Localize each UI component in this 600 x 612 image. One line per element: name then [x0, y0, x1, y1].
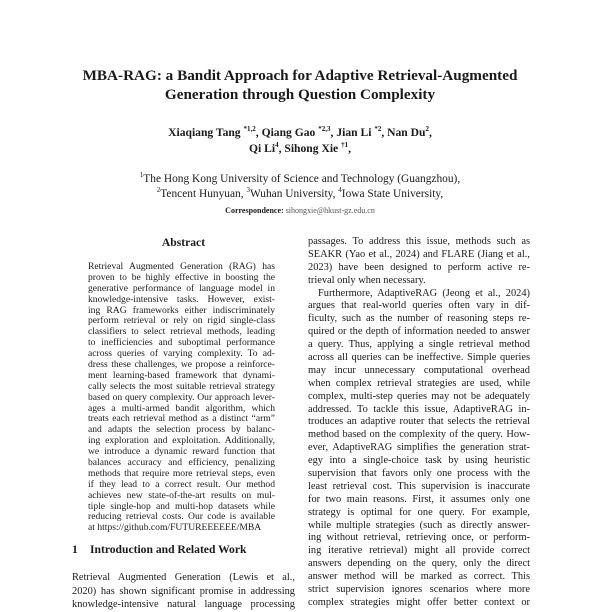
affil-number: 3 [246, 186, 250, 195]
text-line: at https://github.com/FUTUREEEEEE/MBA [88, 522, 262, 534]
correspondence-label: Correspondence: [225, 206, 284, 215]
text-line: answer method will be marked as correct. This [308, 571, 530, 583]
text-line: ages a multi-armed bandit algorithm, which [88, 402, 275, 414]
affiliations [0, 172, 600, 202]
text-line: perform retrieval or rely on rigid single-class [88, 315, 275, 327]
text-line: trieval only when necessary. [308, 274, 426, 286]
paper-title [0, 66, 600, 104]
text-line: a query. Thus, applying a single retrieval method [308, 339, 530, 351]
intro-body [72, 571, 295, 612]
text-line: to inefficiencies and suboptimal performance [88, 337, 275, 349]
text-line: classifiers to select retrieval methods, leading [88, 326, 275, 338]
text-line: for two main reasons. First, it assumes only one [308, 493, 530, 505]
section-number: 1 [72, 543, 78, 556]
author-affil: 4 [275, 141, 279, 150]
text-line: 2023) have been designed to perform active re- [308, 261, 530, 273]
text-line: balances accuracy and efficiency, penalizing [88, 457, 275, 469]
text-line: cally selects the most suitable retrieval strategy [88, 380, 275, 392]
text-line: quired or the depth of information needed to answer [308, 326, 530, 338]
abstract-heading: Abstract [161, 236, 206, 249]
text-line: knowledge-intensive natural language processing [72, 599, 295, 611]
affiliation: Iowa State University, [341, 188, 444, 200]
text-line: complex, multi-step queries may not be adequately [308, 390, 530, 402]
affiliation: Tencent Hunyuan, [160, 188, 247, 200]
author-name: Nan Du [387, 126, 426, 139]
text-line: SEAKR (Yao et al., 2024) and FLARE (Jiang et al., [308, 248, 530, 260]
text-line: tiple single-hop and multi-hop datasets while [88, 500, 275, 512]
text-line: and adapts the selection process by balanc- [88, 424, 275, 436]
text-line: ing RAG frameworks either indiscriminately [88, 304, 275, 316]
text-line: ficulty, such as the number of reasoning steps re- [308, 313, 530, 325]
text-line: answers depending on the query, only the direct [308, 558, 530, 570]
text-line: ing without retrieval, retrieving once, or perform- [308, 532, 530, 544]
text-line: ing exploration and exploitation. Additionally, [88, 435, 275, 447]
author-name: Qiang Gao [261, 126, 316, 139]
section-heading [72, 543, 246, 557]
text-line: if they lead to a correct result. Our method [88, 478, 275, 490]
author-name: Xiaqiang Tang [168, 126, 241, 139]
author-name: Jian Li [336, 126, 372, 139]
text-line: Furthermore, AdaptiveRAG (Jeong et al., 2024) [318, 287, 530, 299]
text-line: addressed. To tackle this issue, AdaptiveRAG in- [308, 403, 530, 415]
text-line: ever, AdaptiveRAG simplifies the generation strat- [308, 442, 530, 454]
affiliation: The Hong Kong University of Science and Technology (Guangzhou), [143, 173, 461, 185]
text-line: complex strategies might offer better context or [308, 596, 530, 608]
correspondence [0, 206, 600, 216]
author-affil: *1,2 [243, 125, 256, 134]
author-list: Xiaqiang Tang $^{*1,2}$, Qiang Gao $^{*2,3}$, Jian Li $^{*2}$, Nan Du$^2$, Qi Li$^4$, Sihong Xie $^{\dagger 1}$, [168, 125, 432, 155]
text-line: proven to be highly effective in boosting the [88, 271, 275, 283]
text-line: least retrieval cost. This supervision is inaccurate [308, 480, 530, 492]
text-line: passages. To address this issue, methods such as [308, 236, 530, 247]
text-line: 2020) has shown significant promise in addressing [72, 585, 295, 597]
text-line: ing iterative retrieval) might all provide correct [308, 545, 530, 557]
author-affil: 2 [425, 125, 429, 134]
text-line: treats each retrieval method as a distinct “arm” [88, 413, 275, 425]
text-line: reducing retrieval costs. Our code is available [88, 511, 275, 523]
text-line: across queries of varying complexity. To ad- [88, 348, 275, 360]
abstract-body [88, 262, 275, 534]
text-line: argues that real-world queries often vary in dif- [308, 300, 530, 312]
affil-number: 4 [338, 186, 342, 195]
text-line: based on query complexity. Our approach lever- [88, 391, 275, 403]
affiliation: Wuhan University, [249, 188, 339, 200]
text-line: troduces an adaptive router that selects the retrieval [308, 416, 530, 428]
text-line: method based on the complexity of the query. How- [308, 429, 530, 441]
title-line-1: MBA-RAG: a Bandit Approach for Adaptive Retrieval-Augmented [82, 67, 518, 84]
text-line: knowledge-intensive tasks. However, exist- [88, 293, 275, 305]
text-line: methods that require more retrieval steps, even [88, 467, 275, 479]
author-affil: *2 [374, 125, 382, 134]
text-line: egy into a single-choice task by using heuristic [308, 455, 530, 467]
author-name: Sihong Xie [284, 142, 339, 155]
text-line: we introduce a dynamic reward function that [88, 446, 275, 458]
text-line: when complex retrieval strategies are used, while [308, 377, 530, 389]
affil-number: 1 [139, 171, 144, 180]
author-affil: †1 [341, 141, 349, 150]
text-line: while multiple strategies (such as directly answer- [308, 519, 530, 531]
text-line: strategy is optimal for one query. For example, [308, 506, 530, 518]
section-title: Introduction and Related Work [90, 543, 247, 556]
text-line: strict supervision ignores scenarios where more [308, 584, 530, 596]
text-line: supervision that favors only one process with the [308, 468, 530, 480]
text-line: may incur unnecessary computational overhead [308, 364, 530, 376]
text-line: Retrieval Augmented Generation (Lewis et al., [72, 572, 295, 583]
affil-number: 2 [156, 186, 161, 195]
text-line: ment learning-based framework that dynami- [88, 369, 275, 381]
text-line: Retrieval Augmented Generation (RAG) has [88, 261, 275, 272]
author-affil: *2,3 [318, 125, 331, 134]
correspondence-email[interactable]: sihongxie@hkust-gz.edu.cn [285, 206, 375, 215]
title-line-2: Generation through Question Complexity [164, 86, 436, 103]
text-line: across all queries can be ineffective. Simple queries [308, 352, 530, 364]
text-line: dress these challenges, we propose a reinforce- [88, 359, 275, 371]
text-line: achieves new state-of-the-art results on mul- [88, 489, 275, 501]
text-line: generative performance of language model in [88, 282, 275, 294]
right-column-body [308, 236, 530, 610]
author-name: Qi Li [249, 142, 276, 155]
